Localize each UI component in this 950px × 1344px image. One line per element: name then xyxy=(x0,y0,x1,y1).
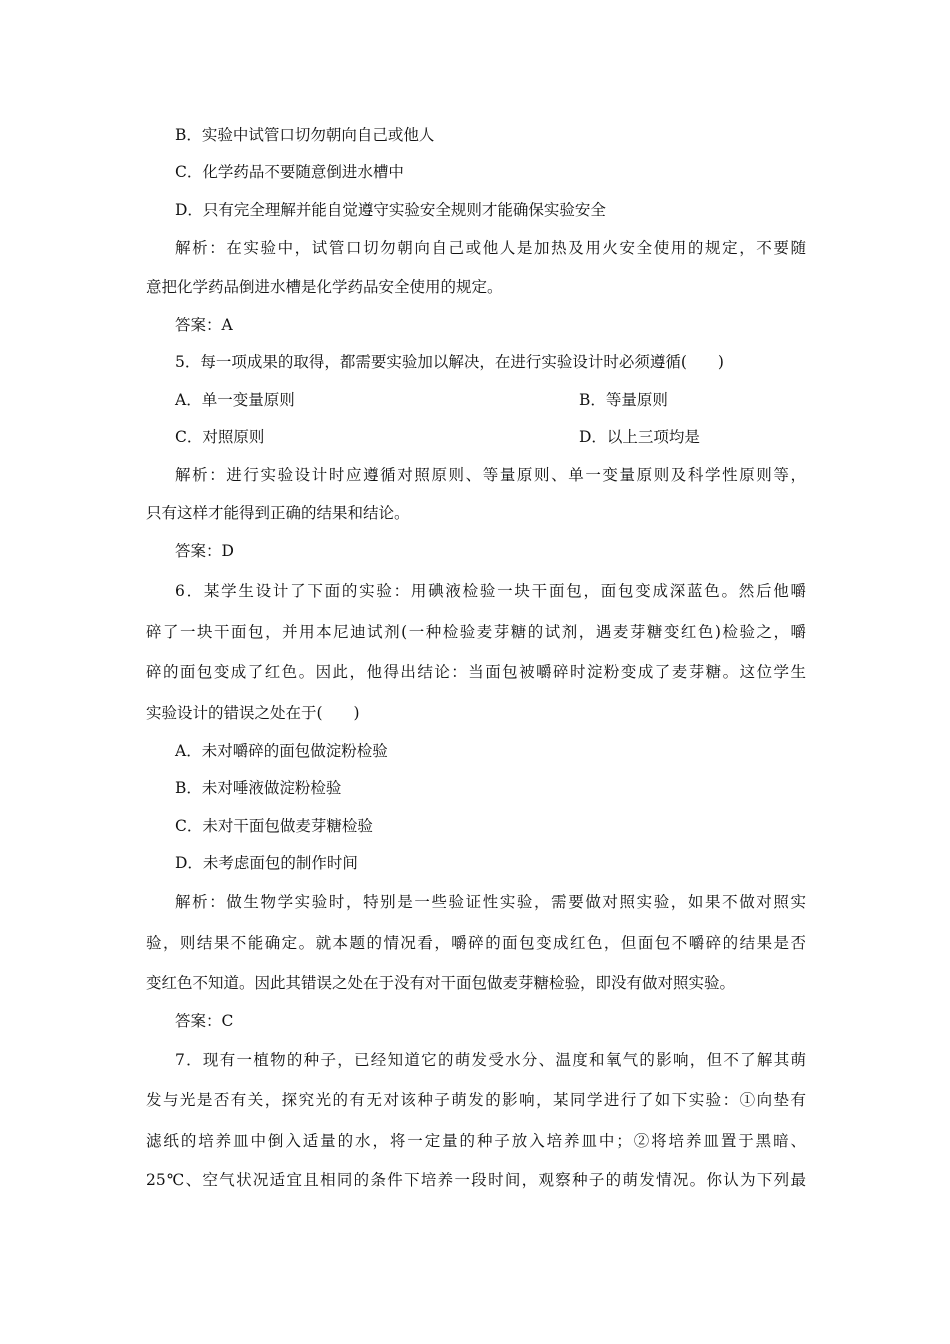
q6-stem-line: 碎的面包变成了红色。因此，他得出结论：当面包被嚼碎时淀粉变成了麦芽糖。这位学生 xyxy=(146,663,806,681)
q6-option-d: D．未考虑面包的制作时间 xyxy=(175,854,358,872)
q6-stem-line: 6．某学生设计了下面的实验：用碘液检验一块干面包，面包变成深蓝色。然后他嚼 xyxy=(175,582,806,600)
q4-analysis-line: 意把化学药品倒进水槽是化学药品安全使用的规定。 xyxy=(146,278,503,296)
q7-stem-line: 25℃、空气状况适宜且相同的条件下培养一段时间，观察种子的萌发情况。你认为下列最 xyxy=(146,1171,806,1189)
q4-option-c: C．化学药品不要随意倒进水槽中 xyxy=(175,163,404,181)
q6-answer: 答案：C xyxy=(175,1012,234,1030)
q5-option-d: D．以上三项均是 xyxy=(579,428,700,446)
q5-answer: 答案：D xyxy=(175,542,234,560)
q6-option-b: B．未对唾液做淀粉检验 xyxy=(175,779,342,797)
q5-analysis-line: 只有这样才能得到正确的结果和结论。 xyxy=(146,504,410,522)
q7-stem-line: 7．现有一植物的种子，已经知道它的萌发受水分、温度和氧气的影响，但不了解其萌 xyxy=(175,1051,806,1069)
q6-analysis-line: 解析：做生物学实验时，特别是一些验证性实验，需要做对照实验，如果不做对照实 xyxy=(175,893,806,911)
q6-option-a: A．未对嚼碎的面包做淀粉检验 xyxy=(175,742,388,760)
q6-option-c: C．未对干面包做麦芽糖检验 xyxy=(175,817,373,835)
q4-option-b: B．实验中试管口切勿朝向自己或他人 xyxy=(175,126,435,144)
q5-option-b: B．等量原则 xyxy=(579,391,668,409)
q5-analysis-line: 解析：进行实验设计时应遵循对照原则、等量原则、单一变量原则及科学性原则等， xyxy=(175,466,806,484)
q7-stem-line: 发与光是否有关，探究光的有无对该种子萌发的影响，某同学进行了如下实验：①向垫有 xyxy=(146,1091,806,1109)
q7-stem-line: 滤纸的培养皿中倒入适量的水，将一定量的种子放入培养皿中；②将培养皿置于黑暗、 xyxy=(146,1132,806,1150)
q6-analysis-line: 变红色不知道。因此其错误之处在于没有对干面包做麦芽糖检验，即没有做对照实验。 xyxy=(146,974,736,992)
q6-stem-line: 碎了一块干面包，并用本尼迪试剂(一种检验麦芽糖的试剂，遇麦芽糖变红色)检验之，嚼 xyxy=(146,623,806,641)
q4-option-d: D．只有完全理解并能自觉遵守实验安全规则才能确保实验安全 xyxy=(175,201,606,219)
q5-option-a: A．单一变量原则 xyxy=(175,391,295,409)
q4-analysis-line: 解析：在实验中，试管口切勿朝向自己或他人是加热及用火安全使用的规定，不要随 xyxy=(175,239,806,257)
q5-option-c: C．对照原则 xyxy=(175,428,265,446)
q6-analysis-line: 验，则结果不能确定。就本题的情况看，嚼碎的面包变成红色，但面包不嚼碎的结果是否 xyxy=(146,934,806,952)
q4-answer: 答案：A xyxy=(175,316,233,334)
q6-stem-line: 实验设计的错误之处在于( ) xyxy=(146,704,360,722)
q5-stem: 5．每一项成果的取得，都需要实验加以解决，在进行实验设计时必须遵循( ) xyxy=(175,353,724,371)
